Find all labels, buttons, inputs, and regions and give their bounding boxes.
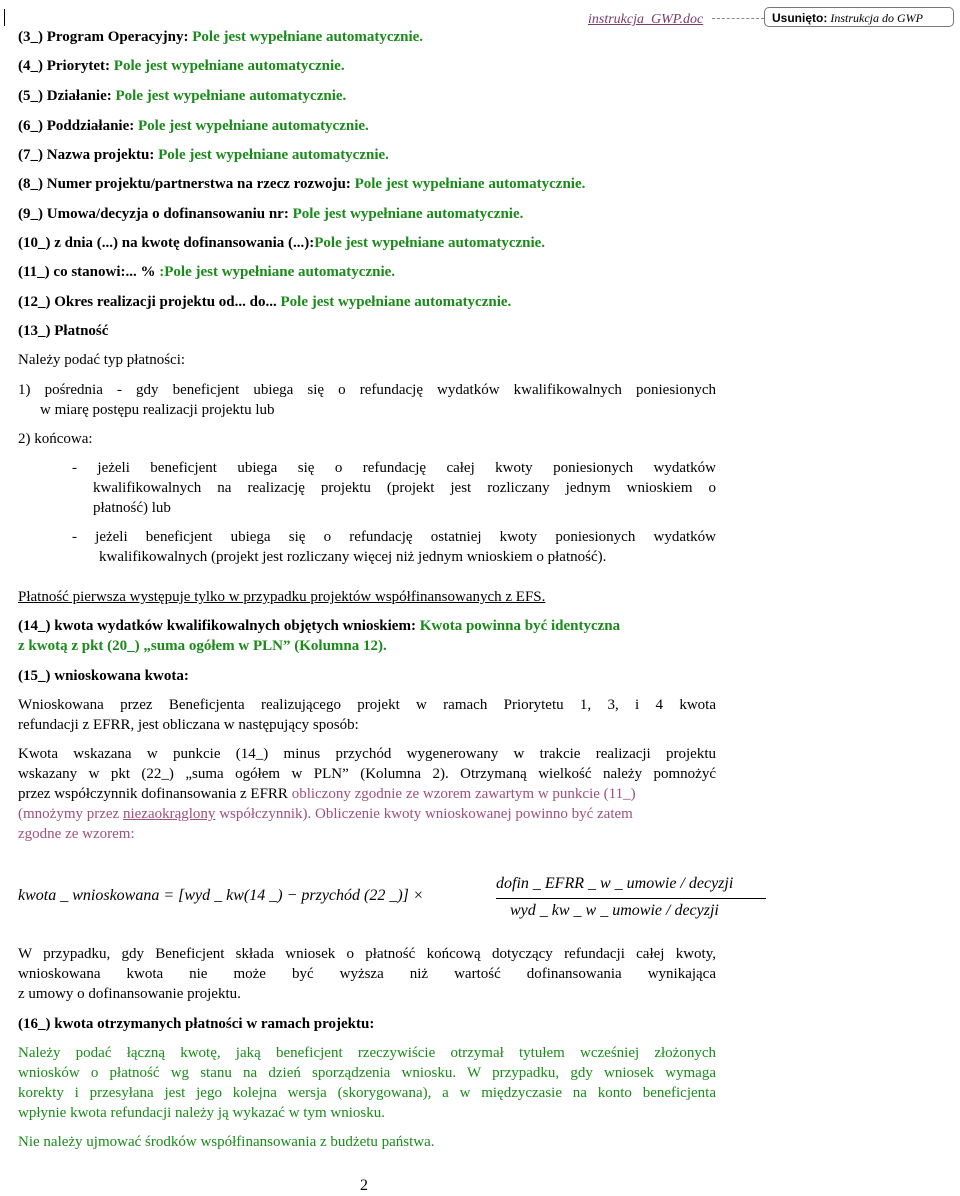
- section-15-p3-line1: W przypadku, gdy Beneficjent składa wniosek o płatność końcową dotyczący refundacji całej kwoty,: [18, 946, 716, 962]
- section-15-p1-line2: refundacji z EFRR, jest obliczana w następujący sposób:: [18, 717, 359, 733]
- section-15-p3-line2: wnioskowana kwota nie może być wyższa niż wartość dofinansowania wynikająca: [18, 966, 716, 982]
- document-link[interactable]: instrukcja_GWP.doc: [588, 12, 704, 27]
- field-12: (12_) Okres realizacji projektu od... do... Pole jest wypełniane automatycznie.: [18, 294, 512, 310]
- field-4: (4_) Priorytet: Pole jest wypełniane automatycznie.: [18, 58, 345, 74]
- section-15-heading: (15_) wnioskowana kwota:: [18, 668, 189, 684]
- revision-label: Usunięto:: [772, 11, 828, 25]
- field-8: (8_) Numer projektu/partnerstwa na rzecz rozwoju: Pole jest wypełniane automatycznie.: [18, 176, 586, 192]
- section-16-p1-line4: wpłynie kwota refundacji należy ją wykazać w tym wniosku.: [18, 1105, 385, 1121]
- field-9: (9_) Umowa/decyzja o dofinansowaniu nr: Pole jest wypełniane automatycznie.: [18, 206, 524, 222]
- section-15-p2-line5: zgodne ze wzorem:: [18, 826, 135, 842]
- requested-amount-formula: [18, 870, 758, 930]
- text-cursor: [4, 9, 5, 26]
- final-payment-option-1-line1: - jeżeli beneficjent ubiega się o refundację całej kwoty poniesionych wydatków: [72, 460, 716, 476]
- payment-type-1-line2: w miarę postępu realizacji projektu lub: [40, 402, 275, 418]
- section-15-p3-line3: z umowy o dofinansowanie projektu.: [18, 986, 241, 1002]
- payment-type-2: 2) końcowa:: [18, 431, 93, 447]
- section-15-p2-line4: (mnożymy przez niezaokrąglony współczynnik). Obliczenie kwoty wnioskowanej powinno być zatem: [18, 806, 633, 822]
- field-6: (6_) Poddziałanie: Pole jest wypełniane automatycznie.: [18, 118, 369, 134]
- section-13-note: Płatność pierwsza występuje tylko w przypadku projektów współfinansowanych z EFS.: [18, 589, 546, 605]
- section-13-heading: (13_) Płatność: [18, 323, 109, 339]
- section-15-p2-line3: przez współczynnik dofinansowania z EFRR obliczony zgodnie ze wzorem zawartym w punkcie (11_): [18, 786, 636, 802]
- revision-connector: [712, 18, 764, 19]
- page-number: 2: [360, 1177, 368, 1194]
- field-7: (7_) Nazwa projektu: Pole jest wypełniane automatycznie.: [18, 147, 389, 163]
- section-16-p1-line3: korekty i przesyłana jest jego kolejna wersja (skorygowana), a w międzyczasie na konto beneficjenta: [18, 1085, 716, 1101]
- section-16-p1-line2: wniosków o płatność wg stanu na dzień sporządzenia wniosku. W przypadku, gdy wniosek wymaga: [18, 1065, 716, 1081]
- section-16-p1-line1: Należy podać łączną kwotę, jaką beneficjent rzeczywiście otrzymał tytułem wcześniej złożonych: [18, 1045, 716, 1061]
- final-payment-option-1-line3: płatność) lub: [93, 500, 171, 516]
- field-10: (10_) z dnia (...) na kwotę dofinansowania (...):Pole jest wypełniane automatycznie.: [18, 235, 546, 251]
- section-15-p1-line1: Wnioskowana przez Beneficjenta realizującego projekt w ramach Priorytetu 1, 3, i 4 kwota: [18, 697, 716, 713]
- section-16-heading: (16_) kwota otrzymanych płatności w ramach projektu:: [18, 1016, 375, 1032]
- section-14-line1: (14_) kwota wydatków kwalifikowalnych objętych wnioskiem: Kwota powinna być identyczna: [18, 618, 621, 634]
- field-5: (5_) Działanie: Pole jest wypełniane automatycznie.: [18, 88, 347, 104]
- final-payment-option-2-line1: - jeżeli beneficjent ubiega się o refundację ostatniej kwoty poniesionych wydatków: [72, 529, 716, 545]
- revision-text: Instrukcja do GWP: [830, 11, 923, 25]
- field-11: (11_) co stanowi:... % :Pole jest wypełniane automatycznie.: [18, 264, 396, 280]
- formula-left-side: kwota _ wnioskowana = [wyd _ kw(14 _) − przychód (22 _)] ×: [18, 887, 424, 904]
- section-16-p2: Nie należy ujmować środków współfinansowania z budżetu państwa.: [18, 1134, 435, 1150]
- formula-denominator: wyd _ kw _ w _ umowie / decyzji: [510, 902, 719, 919]
- final-payment-option-2-line2: kwalifikowalnych (projekt jest rozliczany więcej niż jednym wnioskiem o płatność).: [99, 549, 607, 565]
- formula-numerator: dofin _ EFRR _ w _ umowie / decyzji: [496, 875, 734, 892]
- final-payment-option-1-line2: kwalifikowalnych na realizację projektu (projekt jest rozliczany jednym wnioskiem o: [93, 480, 716, 496]
- section-14-line2: z kwotą z pkt (20_) „suma ogółem w PLN” (Kolumna 12).: [18, 638, 387, 654]
- section-13-intro: Należy podać typ płatności:: [18, 352, 186, 368]
- field-3: (3_) Program Operacyjny: Pole jest wypełniane automatycznie.: [18, 29, 424, 45]
- payment-type-1-line1: 1) pośrednia - gdy beneficjent ubiega się o refundację wydatków kwalifikowalnych poniesionych: [18, 382, 716, 398]
- revision-balloon[interactable]: [764, 7, 954, 27]
- section-15-p2-line1: Kwota wskazana w punkcie (14_) minus przychód wygenerowany w trakcie realizacji projektu: [18, 746, 716, 762]
- formula-fraction-bar: [496, 898, 766, 899]
- section-15-p2-line2: wskazany w pkt (22_) „suma ogółem w PLN” (Kolumna 2). Otrzymaną wielkość należy pomnożyć: [18, 766, 716, 782]
